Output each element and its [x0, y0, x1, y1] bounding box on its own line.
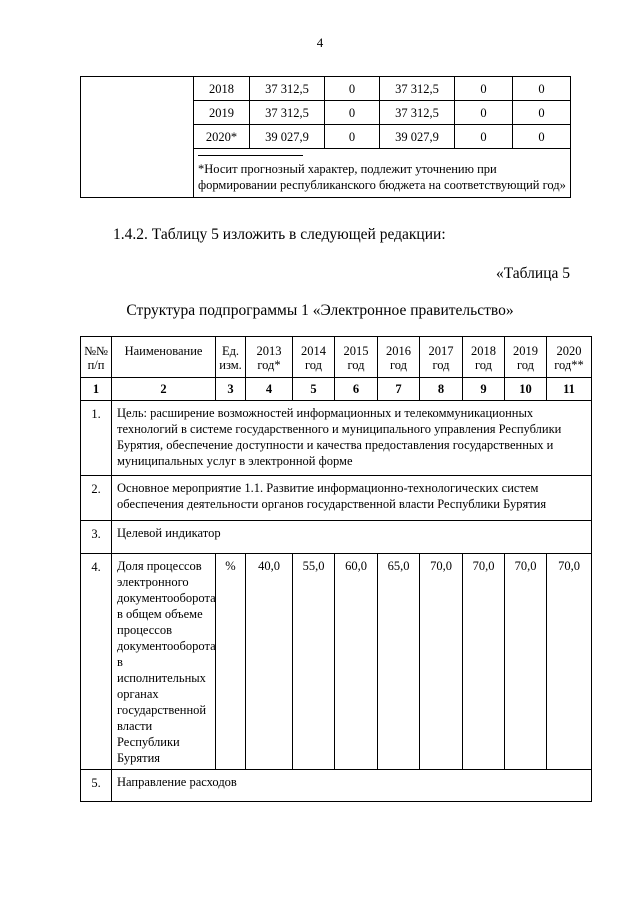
value-cell: 39 027,9: [380, 125, 455, 149]
header-name: Наименование: [112, 337, 216, 378]
value-cell-2020: 70,0: [547, 554, 592, 770]
total-cell: 39 027,9: [250, 125, 325, 149]
header-unit: Ед. изм.: [216, 337, 246, 378]
value-cell-2017: 70,0: [420, 554, 463, 770]
value-cell-2016: 65,0: [378, 554, 420, 770]
value-cell: 0: [325, 77, 380, 101]
row-number: 5.: [81, 770, 112, 802]
row-number: 4.: [81, 554, 112, 770]
header-no: №№ п/п: [81, 337, 112, 378]
target-indicator-text: Целевой индикатор: [112, 521, 592, 554]
column-number: 9: [463, 378, 505, 401]
unit-cell: %: [216, 554, 246, 770]
main-activity-text: Основное мероприятие 1.1. Развитие информационно-технологических систем обеспечения деятельности органов государственной власти Республики Бурятия: [112, 476, 592, 521]
value-cell-2018: 70,0: [463, 554, 505, 770]
header-2018: 2018 год: [463, 337, 505, 378]
column-number: 6: [335, 378, 378, 401]
value-cell: 0: [455, 125, 513, 149]
page-number: 4: [316, 35, 324, 50]
column-number: 11: [547, 378, 592, 401]
header-2020: 2020 год**: [547, 337, 592, 378]
column-number: 4: [246, 378, 293, 401]
table-label: «Таблица 5: [495, 265, 570, 282]
value-cell: 0: [513, 125, 571, 149]
header-row: [81, 337, 592, 378]
goal-text: Цель: расширение возможностей информационных и телекоммуникационных технологий в системе государственного и муниципального управления Республики Бурятия, обеспечение доступности и качества предоставления государственных и муниципальных услуг в электронной форме: [112, 401, 592, 476]
value-cell-2019: 70,0: [505, 554, 547, 770]
column-number: 10: [505, 378, 547, 401]
header-2014: 2014 год: [293, 337, 335, 378]
column-number: 1: [81, 378, 112, 401]
header-2013: 2013 год*: [246, 337, 293, 378]
column-number: 3: [216, 378, 246, 401]
value-cell: 0: [455, 77, 513, 101]
budget-continuation-table: [80, 76, 571, 198]
row-number: 1.: [81, 401, 112, 476]
expense-direction-text: Направление расходов: [112, 770, 592, 802]
indicator-name: Доля процессов электронного документооборота в общем объеме процессов документооборота в исполнительных органах государственной власти Республики Бурятия: [112, 554, 216, 770]
row-number: 3.: [81, 521, 112, 554]
year-cell: 2020*: [194, 125, 250, 149]
table-row: [81, 476, 592, 521]
table-row: [81, 521, 592, 554]
column-number: 7: [378, 378, 420, 401]
table-row: [81, 554, 592, 770]
footnote-cell: [194, 149, 571, 198]
column-number: 2: [112, 378, 216, 401]
value-cell: 0: [325, 125, 380, 149]
table-caption: Структура подпрограммы 1 «Электронное правительство»: [126, 302, 514, 319]
table-row: [81, 77, 571, 101]
value-cell: 0: [513, 77, 571, 101]
value-cell: 0: [513, 101, 571, 125]
header-2016: 2016 год: [378, 337, 420, 378]
column-number: 8: [420, 378, 463, 401]
value-cell: 37 312,5: [380, 101, 455, 125]
total-cell: 37 312,5: [250, 77, 325, 101]
footnote-divider: [198, 155, 303, 156]
header-2015: 2015 год: [335, 337, 378, 378]
value-cell-2014: 55,0: [293, 554, 335, 770]
subprogram-structure-table: [80, 336, 592, 802]
value-cell-2013: 40,0: [246, 554, 293, 770]
column-number-row: [81, 378, 592, 401]
total-cell: 37 312,5: [250, 101, 325, 125]
row-number: 2.: [81, 476, 112, 521]
value-cell: 0: [325, 101, 380, 125]
table-row: [81, 770, 592, 802]
value-cell: 0: [455, 101, 513, 125]
value-cell-2015: 60,0: [335, 554, 378, 770]
amendment-paragraph: 1.4.2. Таблицу 5 изложить в следующей редакции:: [113, 226, 446, 243]
value-cell: 37 312,5: [380, 77, 455, 101]
column-number: 5: [293, 378, 335, 401]
table-row: [81, 401, 592, 476]
header-2019: 2019 год: [505, 337, 547, 378]
year-cell: 2019: [194, 101, 250, 125]
empty-cell: [81, 77, 194, 198]
header-2017: 2017 год: [420, 337, 463, 378]
year-cell: 2018: [194, 77, 250, 101]
footnote-text: *Носит прогнозный характер, подлежит уточнению при формировании республиканского бюджета на соответствующий год»: [198, 162, 566, 192]
